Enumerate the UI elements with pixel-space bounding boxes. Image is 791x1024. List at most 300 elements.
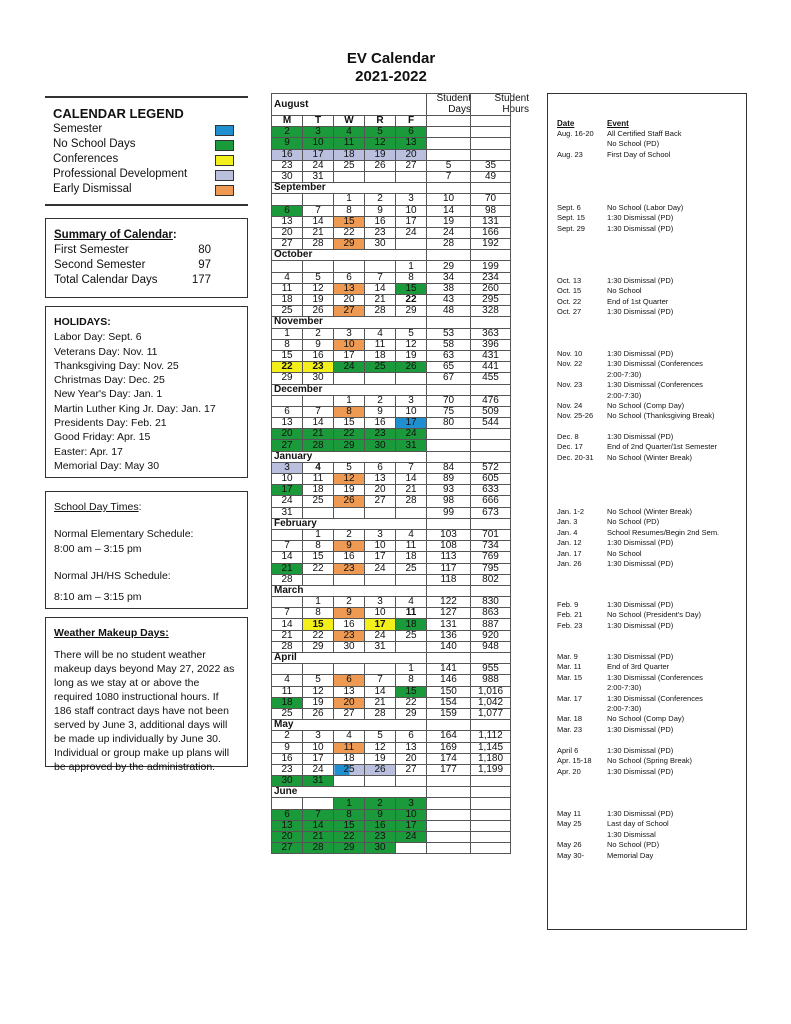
student-days-cell [427,429,471,440]
day-cell: 29 [334,440,365,451]
weekday-header: W [334,116,365,127]
day-cell: 18 [396,552,427,563]
student-days-cell: 127 [427,608,471,619]
event-date: Oct. 15 [557,286,582,296]
day-cell: 13 [272,418,303,429]
day-cell: 30 [272,171,303,182]
summary-label: Total Calendar Days [54,274,158,286]
event-text: 2:00-7:30) [607,703,642,713]
day-cell: 9 [365,205,396,216]
event-text: No School (Winter Break) [607,452,693,462]
day-cell [272,597,303,608]
student-days-cell [427,250,471,261]
student-hours-cell [471,149,511,160]
weather-title: Weather Makeup Days: [54,627,169,639]
event-text: 1:30 Dismissal (PD) [607,558,674,568]
day-cell: 21 [365,697,396,708]
event-text: 1:30 Dismissal (PD) [607,600,674,609]
student-hours-cell: 795 [471,563,511,574]
student-days-cell: 99 [427,507,471,518]
student-days-cell: 58 [427,339,471,350]
student-hours-cell: 192 [471,239,511,250]
event-date: Dec. 20-31 [557,452,594,462]
event-text: End of 2nd Quarter/1st Semester [607,442,718,452]
student-hours-cell: 98 [471,205,511,216]
day-cell: 13 [365,474,396,485]
student-hours-cell [471,798,511,809]
day-cell: 24 [365,563,396,574]
student-days-cell: 38 [427,283,471,294]
student-days-cell: 113 [427,552,471,563]
student-days-cell: 164 [427,731,471,742]
day-cell [396,843,427,854]
day-cell: 11 [396,608,427,619]
event-text: Memorial Day [607,850,654,860]
day-cell [334,261,365,272]
day-cell: 28 [303,440,334,451]
event-text: No School (Winter Break) [607,507,693,516]
holiday-item: Christmas Day: Dec. 25 [54,374,165,387]
student-days-cell: 98 [427,496,471,507]
event-date: Sept. 6 [557,203,581,212]
day-cell: 3 [396,194,427,205]
student-hours-cell [471,832,511,843]
day-cell: 17 [303,753,334,764]
weekday-header: T [303,116,334,127]
student-hours-cell [471,843,511,854]
day-cell: 13 [396,138,427,149]
legend-item: Professional Development [53,168,248,183]
day-cell: 19 [303,697,334,708]
day-cell: 15 [303,619,334,630]
day-cell: 16 [303,350,334,361]
calendar-legend [45,96,248,206]
day-cell: 17 [303,149,334,160]
weekday-header: R [365,116,396,127]
student-hours-cell [471,440,511,451]
student-days-cell: 53 [427,328,471,339]
day-cell: 7 [272,608,303,619]
student-hours-cell: 955 [471,664,511,675]
holidays-box [45,306,248,478]
day-cell: 23 [272,764,303,775]
day-cell: 23 [334,563,365,574]
student-hours-cell: 863 [471,608,511,619]
student-hours-cell: 1,180 [471,753,511,764]
event-text: 1:30 Dismissal (PD) [607,223,674,233]
day-cell: 10 [396,809,427,820]
summary-label: Second Semester [54,259,146,271]
day-cell: 19 [365,753,396,764]
day-cell: 15 [272,350,303,361]
holiday-item: New Year's Day: Jan. 1 [54,388,163,401]
legend-swatch [215,125,234,136]
month-name: August [272,94,427,116]
student-days-cell: 29 [427,261,471,272]
day-cell: 7 [303,809,334,820]
day-cell: 20 [272,429,303,440]
day-cell: 22 [303,563,334,574]
student-days-cell: 136 [427,630,471,641]
event-date: May 30- [557,850,585,860]
day-cell: 30 [272,776,303,787]
student-hours-cell: 920 [471,630,511,641]
day-cell: 2 [365,798,396,809]
day-cell [303,507,334,518]
day-cell: 13 [396,742,427,753]
day-cell: 6 [334,272,365,283]
event-text: School Resumes/Begin 2nd Sem. [607,527,720,537]
day-cell: 14 [272,552,303,563]
day-cell: 24 [272,496,303,507]
day-cell: 18 [334,753,365,764]
day-cell: 8 [334,205,365,216]
holidays-title: HOLIDAYS: [54,316,111,328]
event-text: 2:00-7:30) [607,683,642,693]
student-hours-cell: 35 [471,160,511,171]
day-cell [396,641,427,652]
day-cell: 10 [365,608,396,619]
day-cell: 8 [303,608,334,619]
day-cell: 22 [334,227,365,238]
day-cell: 14 [396,474,427,485]
event-text: 1:30 Dismissal (Conferences [607,693,703,703]
event-text: 1:30 Dismissal (PD) [607,620,674,630]
day-cell: 20 [334,697,365,708]
day-cell: 10 [365,541,396,552]
day-cell [272,261,303,272]
day-cell: 3 [272,462,303,473]
day-cell: 28 [303,239,334,250]
day-cell: 24 [303,160,334,171]
day-cell [272,664,303,675]
day-cell: 4 [334,731,365,742]
day-cell: 6 [396,731,427,742]
month-name: November [272,317,427,328]
student-hours-cell: 131 [471,216,511,227]
day-cell: 13 [272,216,303,227]
legend-swatch [215,140,234,151]
day-cell: 24 [396,429,427,440]
student-hours-cell: 476 [471,395,511,406]
day-cell: 5 [334,462,365,473]
day-cell: 25 [303,496,334,507]
day-cell: 9 [334,541,365,552]
day-cell: 19 [396,350,427,361]
student-days-cell [427,138,471,149]
event-text: No School (PD) [607,139,660,149]
student-hours-cell [471,384,511,395]
day-cell: 14 [303,418,334,429]
day-cell: 29 [334,239,365,250]
day-cell: 26 [334,496,365,507]
day-cell: 24 [396,832,427,843]
day-cell: 29 [396,306,427,317]
student-days-cell: 177 [427,764,471,775]
student-days-cell: 19 [427,216,471,227]
day-cell: 6 [272,809,303,820]
day-cell: 29 [334,843,365,854]
day-cell: 23 [365,832,396,843]
day-cell: 10 [396,205,427,216]
student-days-cell: 117 [427,563,471,574]
student-days-cell: 169 [427,742,471,753]
student-days-cell: 28 [427,239,471,250]
day-cell: 22 [396,697,427,708]
student-days-cell: 14 [427,205,471,216]
student-days-cell [427,776,471,787]
day-cell: 27 [396,764,427,775]
student-days-cell: 67 [427,373,471,384]
event-date: Jan. 4 [557,527,578,537]
month-name: December [272,384,427,395]
day-cell: 14 [303,216,334,227]
day-cell: 26 [303,306,334,317]
day-cell: 9 [272,742,303,753]
day-cell: 7 [365,675,396,686]
day-cell: 6 [396,127,427,138]
day-cell: 28 [272,641,303,652]
summary-value: 80 [198,244,211,256]
student-hours-cell: 802 [471,574,511,585]
student-days-cell: 154 [427,697,471,708]
day-cell [334,776,365,787]
event-text: 2:00-7:30) [607,390,642,400]
day-cell: 27 [334,306,365,317]
day-cell: 11 [272,686,303,697]
day-cell: 31 [272,507,303,518]
student-days-cell [427,149,471,160]
day-cell: 31 [365,641,396,652]
event-text: No School (PD) [607,517,660,527]
day-cell [365,776,396,787]
day-cell: 21 [272,563,303,574]
event-date: Mar. 23 [557,724,583,734]
day-cell: 12 [365,742,396,753]
student-hours-cell [471,820,511,831]
day-cell: 15 [303,552,334,563]
student-hours-cell: 396 [471,339,511,350]
day-cell: 3 [334,328,365,339]
event-date: Mar. 9 [557,652,578,661]
student-hours-cell: 1,145 [471,742,511,753]
hs-schedule-label: Normal JH/HS Schedule: [54,570,171,582]
day-cell: 3 [396,395,427,406]
student-hours-cell [471,776,511,787]
day-cell: 10 [303,742,334,753]
day-cell: 9 [365,406,396,417]
day-cell: 1 [334,194,365,205]
day-cell: 17 [365,619,396,630]
student-days-cell [427,843,471,854]
student-days-cell: 146 [427,675,471,686]
holiday-item: Veterans Day: Nov. 11 [54,345,158,358]
day-cell: 15 [334,820,365,831]
day-cell: 10 [396,406,427,417]
day-cell: 22 [303,630,334,641]
student-days-cell [427,183,471,194]
event-date: May 26 [557,840,582,850]
event-date: Nov. 10 [557,349,583,358]
student-days-cell [427,94,471,116]
student-hours-cell: 260 [471,283,511,294]
day-cell: 10 [303,138,334,149]
day-cell: 21 [396,485,427,496]
day-cell: 16 [334,619,365,630]
event-text: 1:30 Dismissal (PD) [607,213,674,223]
day-cell: 4 [334,127,365,138]
day-cell: 14 [303,820,334,831]
event-text: No School (PD) [607,840,660,850]
day-cell [396,239,427,250]
day-cell [272,194,303,205]
event-date: Jan. 12 [557,538,582,548]
student-hours-cell: 1,016 [471,686,511,697]
day-cell: 26 [303,708,334,719]
student-days-header: Student Days [436,93,471,115]
student-hours-cell: 49 [471,171,511,182]
day-cell [365,171,396,182]
day-cell: 25 [334,160,365,171]
day-cell: 17 [272,485,303,496]
day-cell [365,261,396,272]
event-text: 1:30 Dismissal (Conferences [607,359,703,369]
student-days-cell [427,384,471,395]
student-days-cell: 108 [427,541,471,552]
student-days-cell: 80 [427,418,471,429]
student-days-cell [427,518,471,529]
events-date-header: Date [557,119,575,128]
day-cell [334,373,365,384]
event-text: No School (President's Day) [607,610,701,620]
student-hours-cell [471,809,511,820]
day-cell: 3 [396,798,427,809]
student-days-cell: 118 [427,574,471,585]
day-cell: 1 [272,328,303,339]
day-cell: 21 [303,832,334,843]
event-text: All Certified Staff Back [607,129,682,138]
day-cell: 15 [396,283,427,294]
event-date: May 11 [557,809,582,818]
day-cell: 27 [272,239,303,250]
event-text: 1:30 Dismissal (PD) [607,766,674,776]
student-days-cell [427,787,471,798]
day-cell: 2 [365,194,396,205]
event-date: Mar. 15 [557,672,583,682]
legend-swatch [215,185,234,196]
event-text: 1:30 Dismissal (Conferences [607,672,703,682]
day-cell: 24 [334,362,365,373]
day-cell: 23 [365,227,396,238]
student-days-cell: 10 [427,194,471,205]
month-name: September [272,183,427,194]
holiday-item: Thanksgiving Day: Nov. 25 [54,359,179,372]
student-days-cell [427,798,471,809]
event-text: No School (Comp Day) [607,400,685,410]
day-cell: 8 [334,406,365,417]
day-cell: 16 [365,418,396,429]
month-name: April [272,653,427,664]
day-cell: 1 [396,664,427,675]
event-date: Apr. 15-18 [557,756,592,766]
day-cell: 24 [303,764,334,775]
student-hours-cell [471,518,511,529]
day-cell: 20 [334,295,365,306]
day-cell: 8 [303,541,334,552]
day-cell: 9 [303,339,334,350]
day-cell: 5 [303,272,334,283]
legend-title: CALENDAR LEGEND [53,106,184,121]
day-cell [303,194,334,205]
day-cell: 17 [396,216,427,227]
student-hours-cell: 234 [471,272,511,283]
day-cell [272,529,303,540]
day-cell [272,798,303,809]
day-cell: 29 [396,708,427,719]
day-cell: 12 [334,474,365,485]
day-cell [303,574,334,585]
day-cell: 27 [334,708,365,719]
summary-value: 97 [198,259,211,271]
day-cell [334,507,365,518]
school-day-times [45,491,248,609]
summary-row [54,258,239,273]
day-cell [365,373,396,384]
student-hours-cell [471,116,511,127]
day-cell [396,373,427,384]
day-cell: 25 [272,306,303,317]
legend-item: Early Dismissal [53,183,248,198]
day-cell: 7 [365,272,396,283]
student-hours-cell: 666 [471,496,511,507]
day-cell: 21 [303,429,334,440]
day-cell: 24 [396,227,427,238]
day-cell: 31 [396,440,427,451]
day-cell: 2 [334,597,365,608]
summary-title: Summary of Calendar: [54,229,177,241]
day-cell: 22 [334,832,365,843]
day-cell: 11 [365,339,396,350]
day-cell: 1 [334,395,365,406]
legend-swatch [215,155,234,166]
student-hours-cell [471,787,511,798]
event-text: 1:30 Dismissal (PD) [607,652,674,661]
day-cell: 19 [303,295,334,306]
day-cell: 15 [396,686,427,697]
day-cell: 21 [303,227,334,238]
student-days-cell [427,585,471,596]
day-cell: 12 [365,138,396,149]
legend-swatch [215,170,234,181]
day-cell: 4 [365,328,396,339]
day-cell [303,798,334,809]
summary-of-calendar [45,218,248,298]
day-cell [334,574,365,585]
event-text: End of 3rd Quarter [607,662,670,672]
day-cell: 12 [303,283,334,294]
student-days-cell [427,720,471,731]
day-cell: 10 [272,474,303,485]
legend-item: Conferences [53,153,248,168]
event-date: Sept. 29 [557,223,585,233]
day-cell: 8 [272,339,303,350]
day-cell: 25 [396,563,427,574]
student-days-cell: 5 [427,160,471,171]
day-cell: 28 [365,708,396,719]
student-days-cell [427,653,471,664]
student-hours-cell [471,451,511,462]
day-cell: 3 [365,597,396,608]
